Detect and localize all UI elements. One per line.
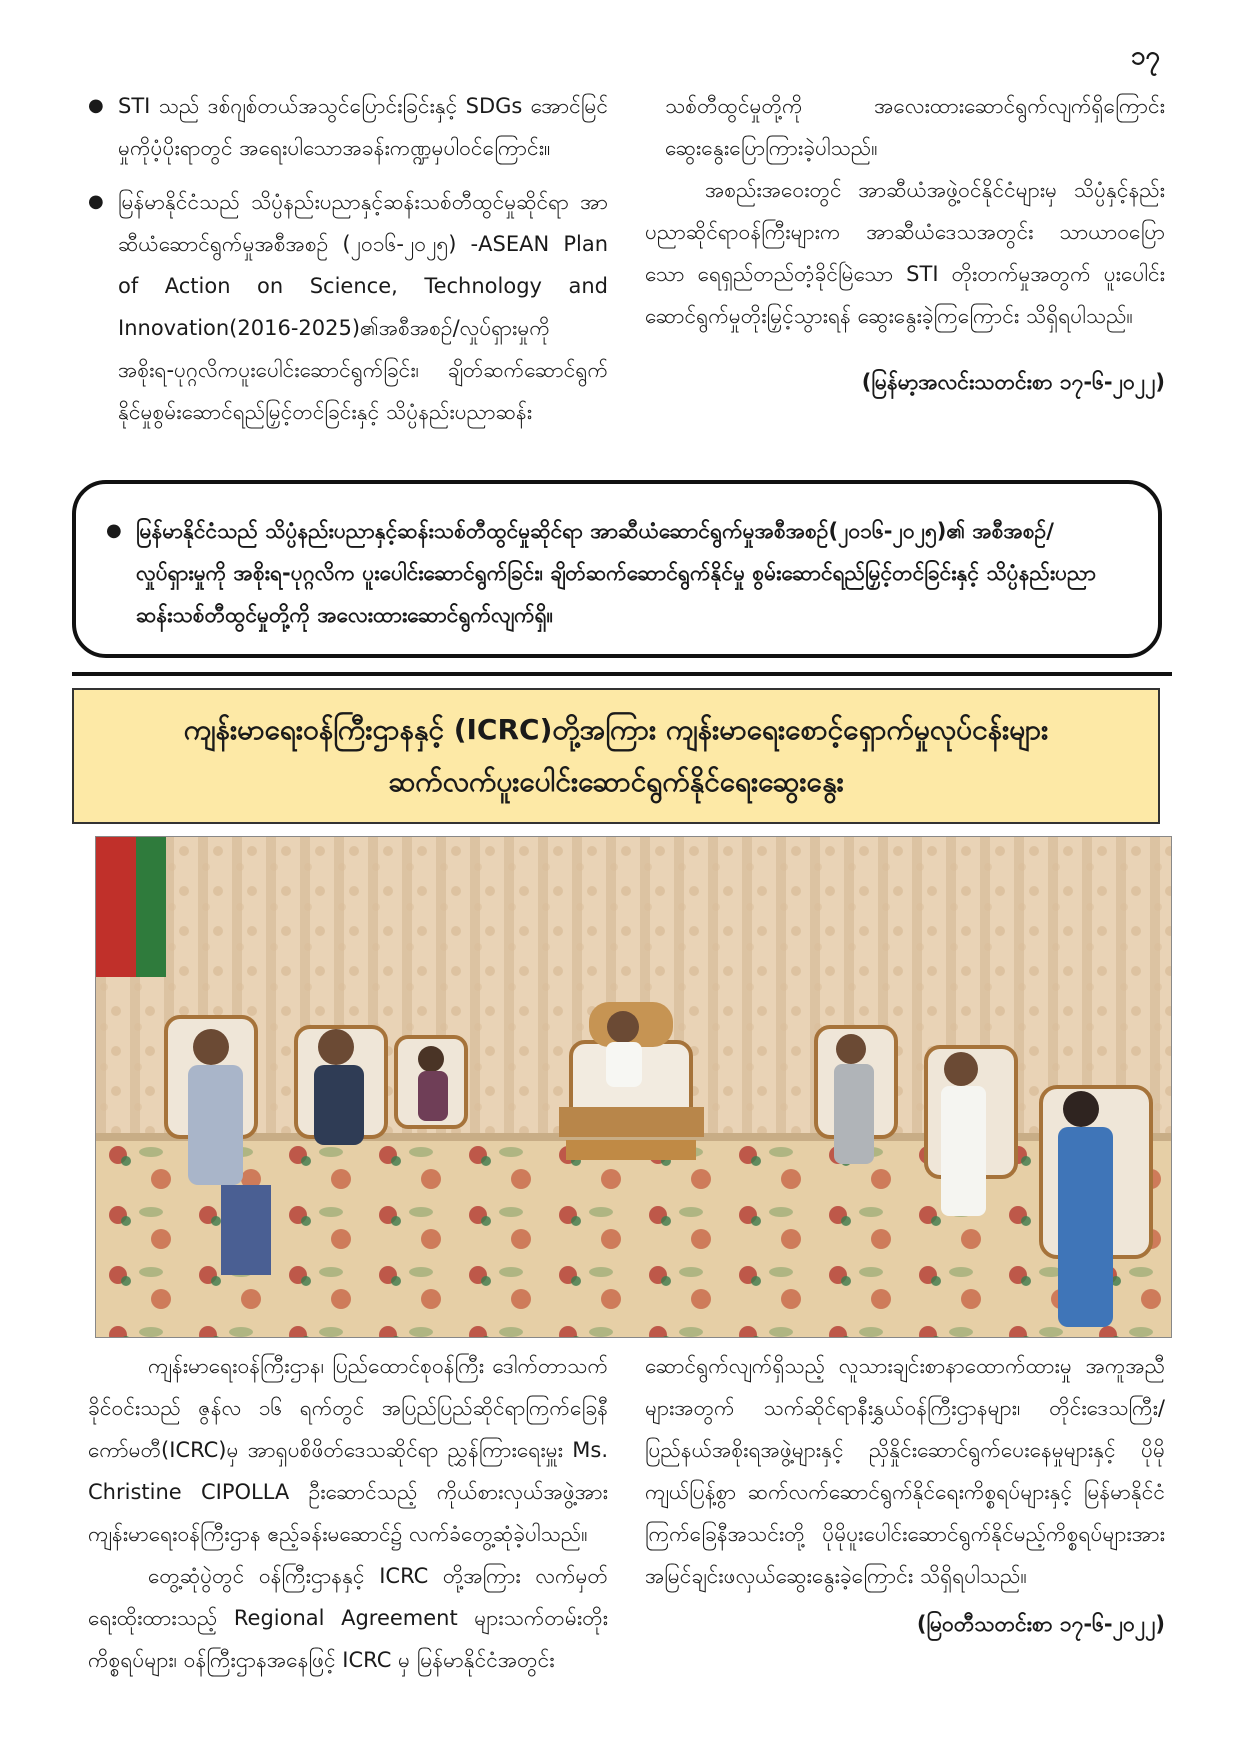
bullet-item: ● မြန်မာနိုင်ငံသည် သိပ္ပံနည်းပညာနှင့်ဆန်းသစ်တီထွင်မှုဆိုင်ရာ အာဆီယံဆောင်ရွက်မှုအစီအစဉ် (၂၀၁၆-၂၀၂၅) -ASEAN Plan of Action on Science, Technology and Innovation(2016-2025)၏အစီအစဉ်/လှုပ်ရှားမှုကို အစိုးရ-ပုဂ္ဂလိကပူးပေါင်းဆောင်ရွက်ခြင်း၊ ချိတ်ဆက်ဆောင်ရွက်နိုင်မှုစွမ်းဆောင်ရည်မြှင့်တင်ခြင်းနှင့် သိပ္ပံနည်းပညာဆန်း xyxy=(88,181,608,433)
headline-line: ကျန်းမာရေးဝန်ကြီးဌာနနှင့် (ICRC)တို့အကြား ကျန်းမာရေးစောင့်ရှောက်မှုလုပ်ငန်းများ xyxy=(183,713,1049,746)
bottom-right-column xyxy=(645,1345,1165,1645)
article-headline xyxy=(72,688,1160,824)
paragraph: သစ်တီထွင်မှုတို့ကို အလေးထားဆောင်ရွက်လျက်ရှိကြောင်း ဆွေးနွေးပြောကြားခဲ့ပါသည်။ xyxy=(665,94,1165,160)
paragraph: တွေ့ဆုံပွဲတွင် ဝန်ကြီးဌာနနှင့် ICRC တို့အကြား လက်မှတ်ရေးထိုးထားသည့် Regional Agreement များသက်တမ်းတိုးကိစ္စရပ်များ၊ ဝန်ကြီးဌာနအနေဖြင့် ICRC မှ မြန်မာနိုင်ငံအတွင်း xyxy=(88,1564,608,1672)
bottom-left-column xyxy=(88,1345,608,1681)
bullet-icon: ● xyxy=(106,520,122,541)
headline-line: ဆက်လက်ပူးပေါင်းဆောင်ရွက်နိုင်ရေးဆွေးနွေး xyxy=(388,765,844,798)
source-citation: (မြန်မာ့အလင်းသတင်းစာ ၁၇-၆-၂၀၂၂) xyxy=(861,370,1165,394)
paragraph: အစည်းအဝေးတွင် အာဆီယံအဖွဲ့ဝင်နိုင်ငံများမှ သိပ္ပံနှင့်နည်းပညာဆိုင်ရာဝန်ကြီးများက အာဆီယံဒေသအတွင်း သာယာဝပြောသော ရေရှည်တည်တံ့ခိုင်မြဲသော STI တိုးတက်မှုအတွက် ပူးပေါင်းဆောင်ရွက်မှုတိုးမြှင့်သွားရန် ဆွေးနွေးခဲ့ကြကြောင်း သိရှိရပါသည်။ xyxy=(645,178,1165,328)
bullet-item: ● STI သည် ဒစ်ဂျစ်တယ်အသွင်ပြောင်းခြင်းနှင့် SDGs အောင်မြင်မှုကိုပံ့ပိုးရာတွင် အရေးပါသောအခန်းကဏ္ဍမှပါဝင်ကြောင်း။ xyxy=(88,85,608,169)
source-citation: (မြဝတီသတင်းစာ ၁၇-၆-၂၀၂၂) xyxy=(916,1612,1165,1636)
top-right-column xyxy=(645,85,1165,403)
paragraph: ဆောင်ရွက်လျက်ရှိသည့် လူသားချင်းစာနာထောက်ထားမှု အကူအညီများအတွက် သက်ဆိုင်ရာနီးနွှယ်ဝန်ကြီးဌာနများ၊ တိုင်းဒေသကြီး/ပြည်နယ်အစိုးရအဖွဲ့များနှင့် ညှိနှိုင်းဆောင်ရွက်ပေးနေမှုများနှင့် ပိုမိုကျယ်ပြန့်စွာ ဆက်လက်ဆောင်ရွက်နိုင်ရေးကိစ္စရပ်များနှင့် မြန်မာနိုင်ငံကြက်ခြေနီအသင်းတို့ ပိုမိုပူးပေါင်းဆောင်ရွက်နိုင်မည့်ကိစ္စရပ်များအား အမြင်ချင်းဖလှယ်ဆွေးနွေးခဲ့ကြောင်း သိရှိရပါသည်။ xyxy=(645,1354,1165,1588)
callout-text: မြန်မာနိုင်ငံသည် သိပ္ပံနည်းပညာနှင့်ဆန်းသစ်တီထွင်မှုဆိုင်ရာ အာဆီယံဆောင်ရွက်မှုအစီအစဉ်(၂၀၁၆-၂၀၂၅)၏ အစီအစဉ်/လှုပ်ရှားမှုကို အစိုးရ-ပုဂ္ဂလိက ပူးပေါင်းဆောင်ရွက်ခြင်း၊ ချိတ်ဆက်ဆောင်ရွက်နိုင်မှု စွမ်းဆောင်ရည်မြှင့်တင်ခြင်းနှင့် သိပ္ပံနည်းပညာဆန်းသစ်တီထွင်မှုတို့ကို အလေးထားဆောင်ရွက်လျက်ရှိ။ xyxy=(136,519,1097,627)
top-left-column xyxy=(88,85,608,445)
highlight-callout-box xyxy=(72,480,1162,658)
section-divider xyxy=(72,672,1172,676)
page-number: ၁၇ xyxy=(1130,41,1160,71)
meeting-photo xyxy=(95,836,1172,1338)
paragraph: ကျန်းမာရေးဝန်ကြီးဌာန၊ ပြည်ထောင်စုဝန်ကြီး ဒေါက်တာသက်ခိုင်ဝင်းသည် ဇွန်လ ၁၆ ရက်တွင် အပြည်ပြည်ဆိုင်ရာကြက်ခြေနီကော်မတီ(ICRC)မှ အာရှပစိဖိတ်ဒေသဆိုင်ရာ ညွှန်ကြားရေးမှူး Ms. Christine CIPOLLA ဦးဆောင်သည့် ကိုယ်စားလှယ်အဖွဲ့အား ကျန်းမာရေးဝန်ကြီးဌာန ဧည့်ခန်းမဆောင်၌ လက်ခံတွေ့ဆုံခဲ့ပါသည်။ xyxy=(88,1354,608,1546)
